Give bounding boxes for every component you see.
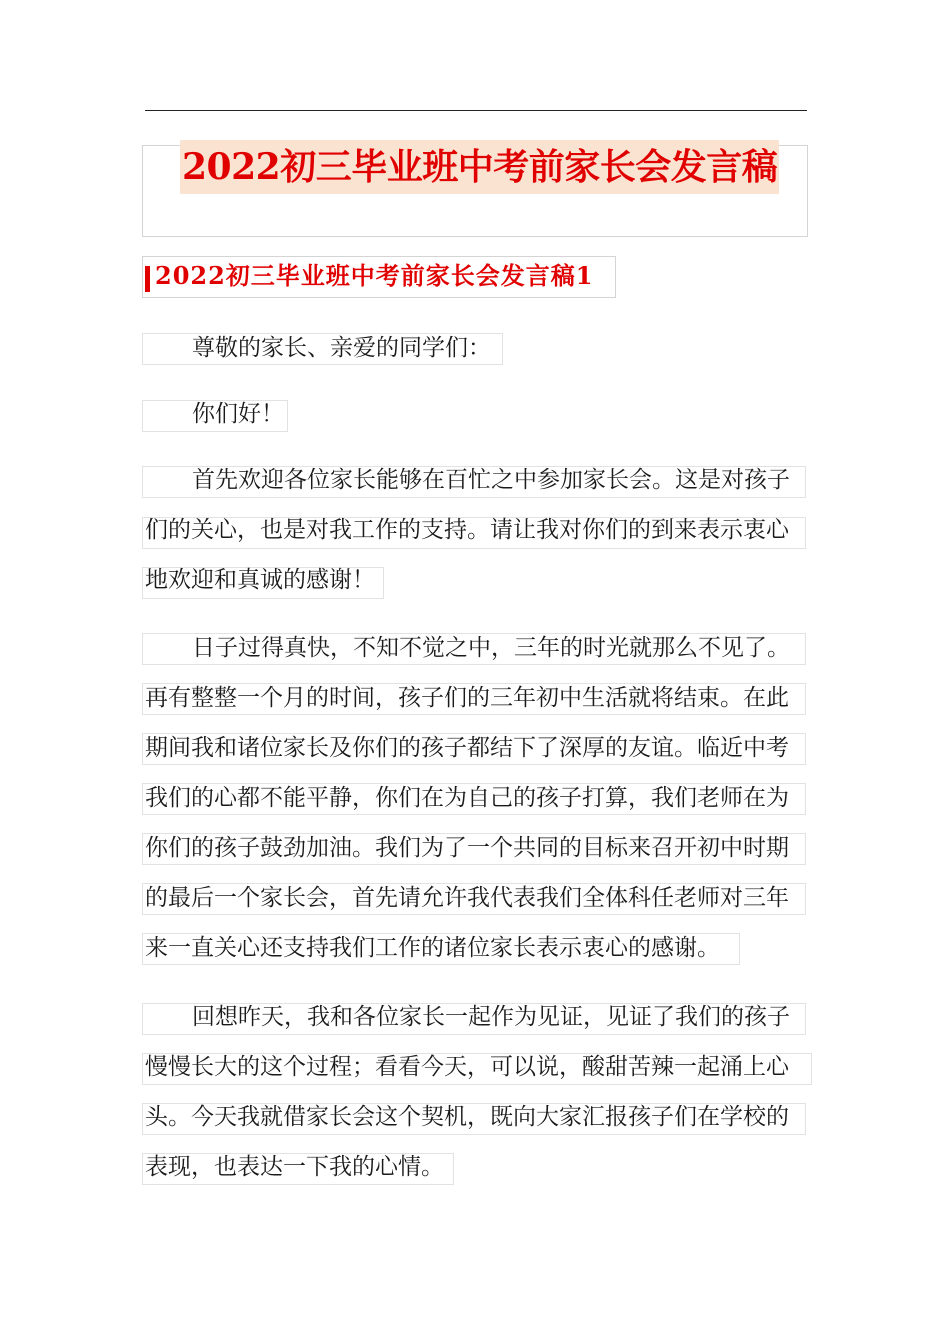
paragraph-line: 头。今天我就借家长会这个契机，既向大家汇报孩子们在学校的 [145, 1104, 789, 1130]
paragraph-line: 回想昨天，我和各位家长一起作为见证，见证了我们的孩子 [192, 1004, 790, 1030]
paragraph-line: 的最后一个家长会，首先请允许我代表我们全体科任老师对三年 [145, 885, 789, 911]
paragraph-line: 再有整整一个月的时间，孩子们的三年初中生活就将结束。在此 [145, 685, 789, 711]
document-title: 2022初三毕业班中考前家长会发言稿 [180, 140, 779, 194]
paragraph-line: 来一直关心还支持我们工作的诸位家长表示衷心的感谢。 [145, 935, 720, 961]
paragraph-line: 慢慢长大的这个过程；看看今天，可以说，酸甜苦辣一起涌上心 [145, 1054, 789, 1080]
paragraph-line: 期间我和诸位家长及你们的孩子都结下了深厚的友谊。临近中考 [145, 735, 789, 761]
section-heading: 2022初三毕业班中考前家长会发言稿1 [155, 261, 594, 290]
paragraph-line: 日子过得真快，不知不觉之中，三年的时光就那么不见了。 [192, 635, 790, 661]
paragraph-line: 首先欢迎各位家长能够在百忙之中参加家长会。这是对孩子 [192, 467, 790, 493]
paragraph-line: 地欢迎和真诚的感谢！ [145, 567, 375, 593]
salutation: 尊敬的家长、亲爱的同学们： [192, 335, 491, 361]
paragraph-line: 们的关心，也是对我工作的支持。请让我对你们的到来表示衷心 [145, 517, 789, 543]
paragraph-line: 你们的孩子鼓劲加油。我们为了一个共同的目标来召开初中时期 [145, 835, 789, 861]
top-rule [145, 110, 807, 111]
greeting: 你们好！ [192, 401, 284, 427]
paragraph-line: 我们的心都不能平静，你们在为自己的孩子打算，我们老师在为 [145, 785, 789, 811]
heading-marker [145, 266, 150, 292]
paragraph-line: 表现，也表达一下我的心情。 [145, 1154, 444, 1180]
